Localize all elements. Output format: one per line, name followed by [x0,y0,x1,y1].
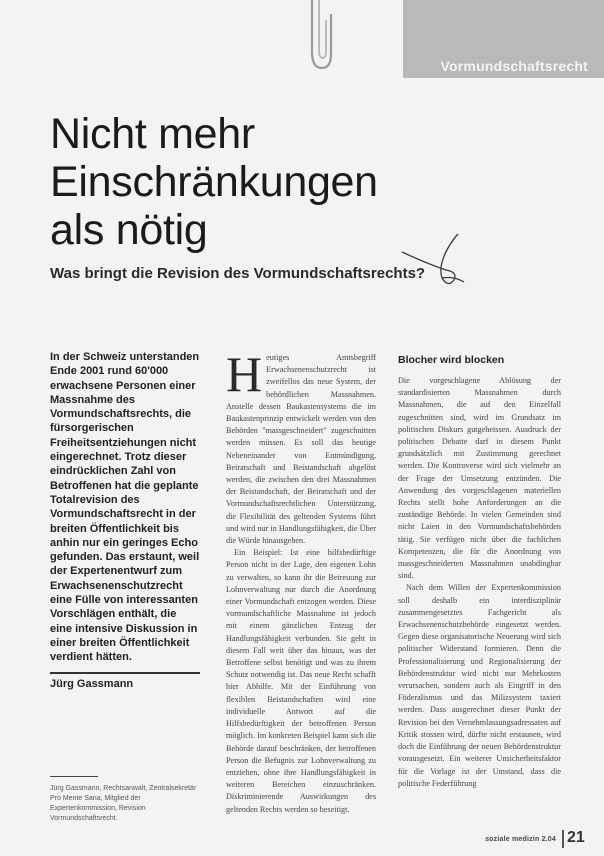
article-title [50,110,410,254]
paper-clip-icon [298,0,338,80]
title-line-1: Nicht mehr [50,110,255,158]
journal-name: soziale medizin 2.04 [485,836,556,843]
body-column-middle [226,352,376,816]
article-subtitle: Was bringt die Revision des Vormundschaftsrechts? [50,265,426,282]
footer-divider [562,830,564,848]
body-paragraph: eutiges Amtsbegriff Erwachsenenschutzrecht ist zweifellos das neue System, der behördlichen Massnahmen. Anstelle dessen Baukastensystems die im Baukastenprinzip entwickelt werden von den Behörden "massgeschneidert" zugeschnitten werden müssen. Es soll das heutige Nebeneinander von Entmündigung, Beiratschaft und Beistandschaft abgelöst werden, die zwischen den drei Massnahmen der Beistandschaft, der Beiratschaft und der Vormundschaftsrechtlichen Unterstützung, die Flexibilität des geltenden Systems führt und wird nur in Handlungsfähigkeit, die Über die Würde hinausgehen. [226,353,376,546]
author-name: Jürg Gassmann [50,678,134,690]
body-paragraph: Nach dem Willen der Expertenkommission soll deshalb ein interdisziplinär zusammengesetztes Fachgericht als Erwachsenenschutzbehörde eingesetzt werden. Gegen diese organisatorische Neuerung wird sich politischer Widerstand formieren. Denn die Professionalisierung und Regionalisierung der Behördenstruktur wird nicht nur Mehrkosten verursachen, sondern auch als Eingriff in den Föderalismus und das Milizsystem taxiert werden. Dass ausgerechnet dieser Punkt der Revision bei den Vernehmlassungsadressaten auf Kritik stossen wird, dürfte nicht erstaunen, wird doch die Einführung der neuen Behördenstruktur vorausgesetzt. Ein weiterer Unsicherheitsfaktor für die Vorlage ist der Umstand, dass die politische Federführung [398,583,561,788]
intro-divider [50,672,200,674]
section-label: Vormundschaftsrecht [440,58,588,74]
body-column-right [398,375,561,813]
body-paragraph: Die vorgeschlagene Ablösung der standardisierten Massnahmen durch Massnahmen, die auf den Einzelfall zugeschnitten sind, wird im Grundsatz im politischen Diskurs gutgeheissen. Ausdruck der politischen Debatte darf in diesem Punkt grundsätzlich mit Zustimmung gerechnet werden. Die Kontroverse wird sich vielmehr an der Frage der Umsetzung entzünden. Die Anwendung des vorgeschlagenen materiellen Rechts stellt hohe Anforderungen an die zuständige Behörde. In vielen Gemeinden sind nicht Laien in den Vormundschaftsbehörden tätig. Sie verfügen nicht über die fachlichen Kompetenzen, die für die Anordnung von massgeschneiderten Massnahmen unabdingbar sind. [398,376,561,581]
page-number: 21 [567,829,585,846]
title-line-3: als nötig [50,206,208,254]
title-line-2: Einschränkungen [50,158,378,206]
column-heading: Blocher wird blocken [398,354,505,366]
bio-divider [50,776,98,777]
author-bio: Jürg Gassmann, Rechtsanwalt, Zentralsekretär Pro Mente Sana, Mitglied der Expertenkommission, Revision Vormundschaftsrecht. [50,785,197,822]
article-intro: In der Schweiz unterstanden Ende 2001 rund 60'000 erwachsene Personen einer Massnahme des Vormundschaftsrechts, die fürsorgerischen Freiheitsentziehungen nicht eingerechnet. Trotz dieser eindrücklichen Zahl von Betroffenen hat die geplante Totalrevision des Vormundschaftsrecht in der breiten Öffentlichkeit bis anhin nur ein geringes Echo gefunden. Das erstaunt, weil der Expertenentwurf zum Erwachsenenschutzrecht eine Fülle von interessanten Vorschlägen enthält, die eine intensive Diskussion in einer breiten Öffentlichkeit verdient hätten. [50,351,200,664]
drop-cap: H [226,352,263,402]
body-paragraph: Ein Beispiel: Ist eine hilfsbedürftige Person nicht in der Lage, den eigenen Lohn zu verwalten, so kann ihr die Betreuung zur Lohnverwaltung nur durch die Anordnung einer Vormundschaft entzogen werden. Diese vormundschaftliche Massnahme ist jedoch mit einem gänzlichen Entzug der Handlungsfähigkeit verbunden. Sie geht in diesem Fall weit über das hinaus, was der Betroffene selbst benötigt und was zu ihrem Schutz notwendig ist. Das neue Recht schafft hier Abhilfe. Mit der Einführung von flexiblen Beistandschaften wird eine individuelle Antwort auf die Hilfsbedürftigkeit der betroffenen Person möglich. Im konkreten Beispiel kann sich die Behörde darauf beschränken, der betroffenen Person die Befugnis zur Lohnverwaltung zu entziehen, ohne ihre Handlungsfähigkeit in weiteren Bereichen einzuschränken. Diskriminierende Auswirkungen des geltenden Rechts werden so beseitigt. [226,548,376,814]
